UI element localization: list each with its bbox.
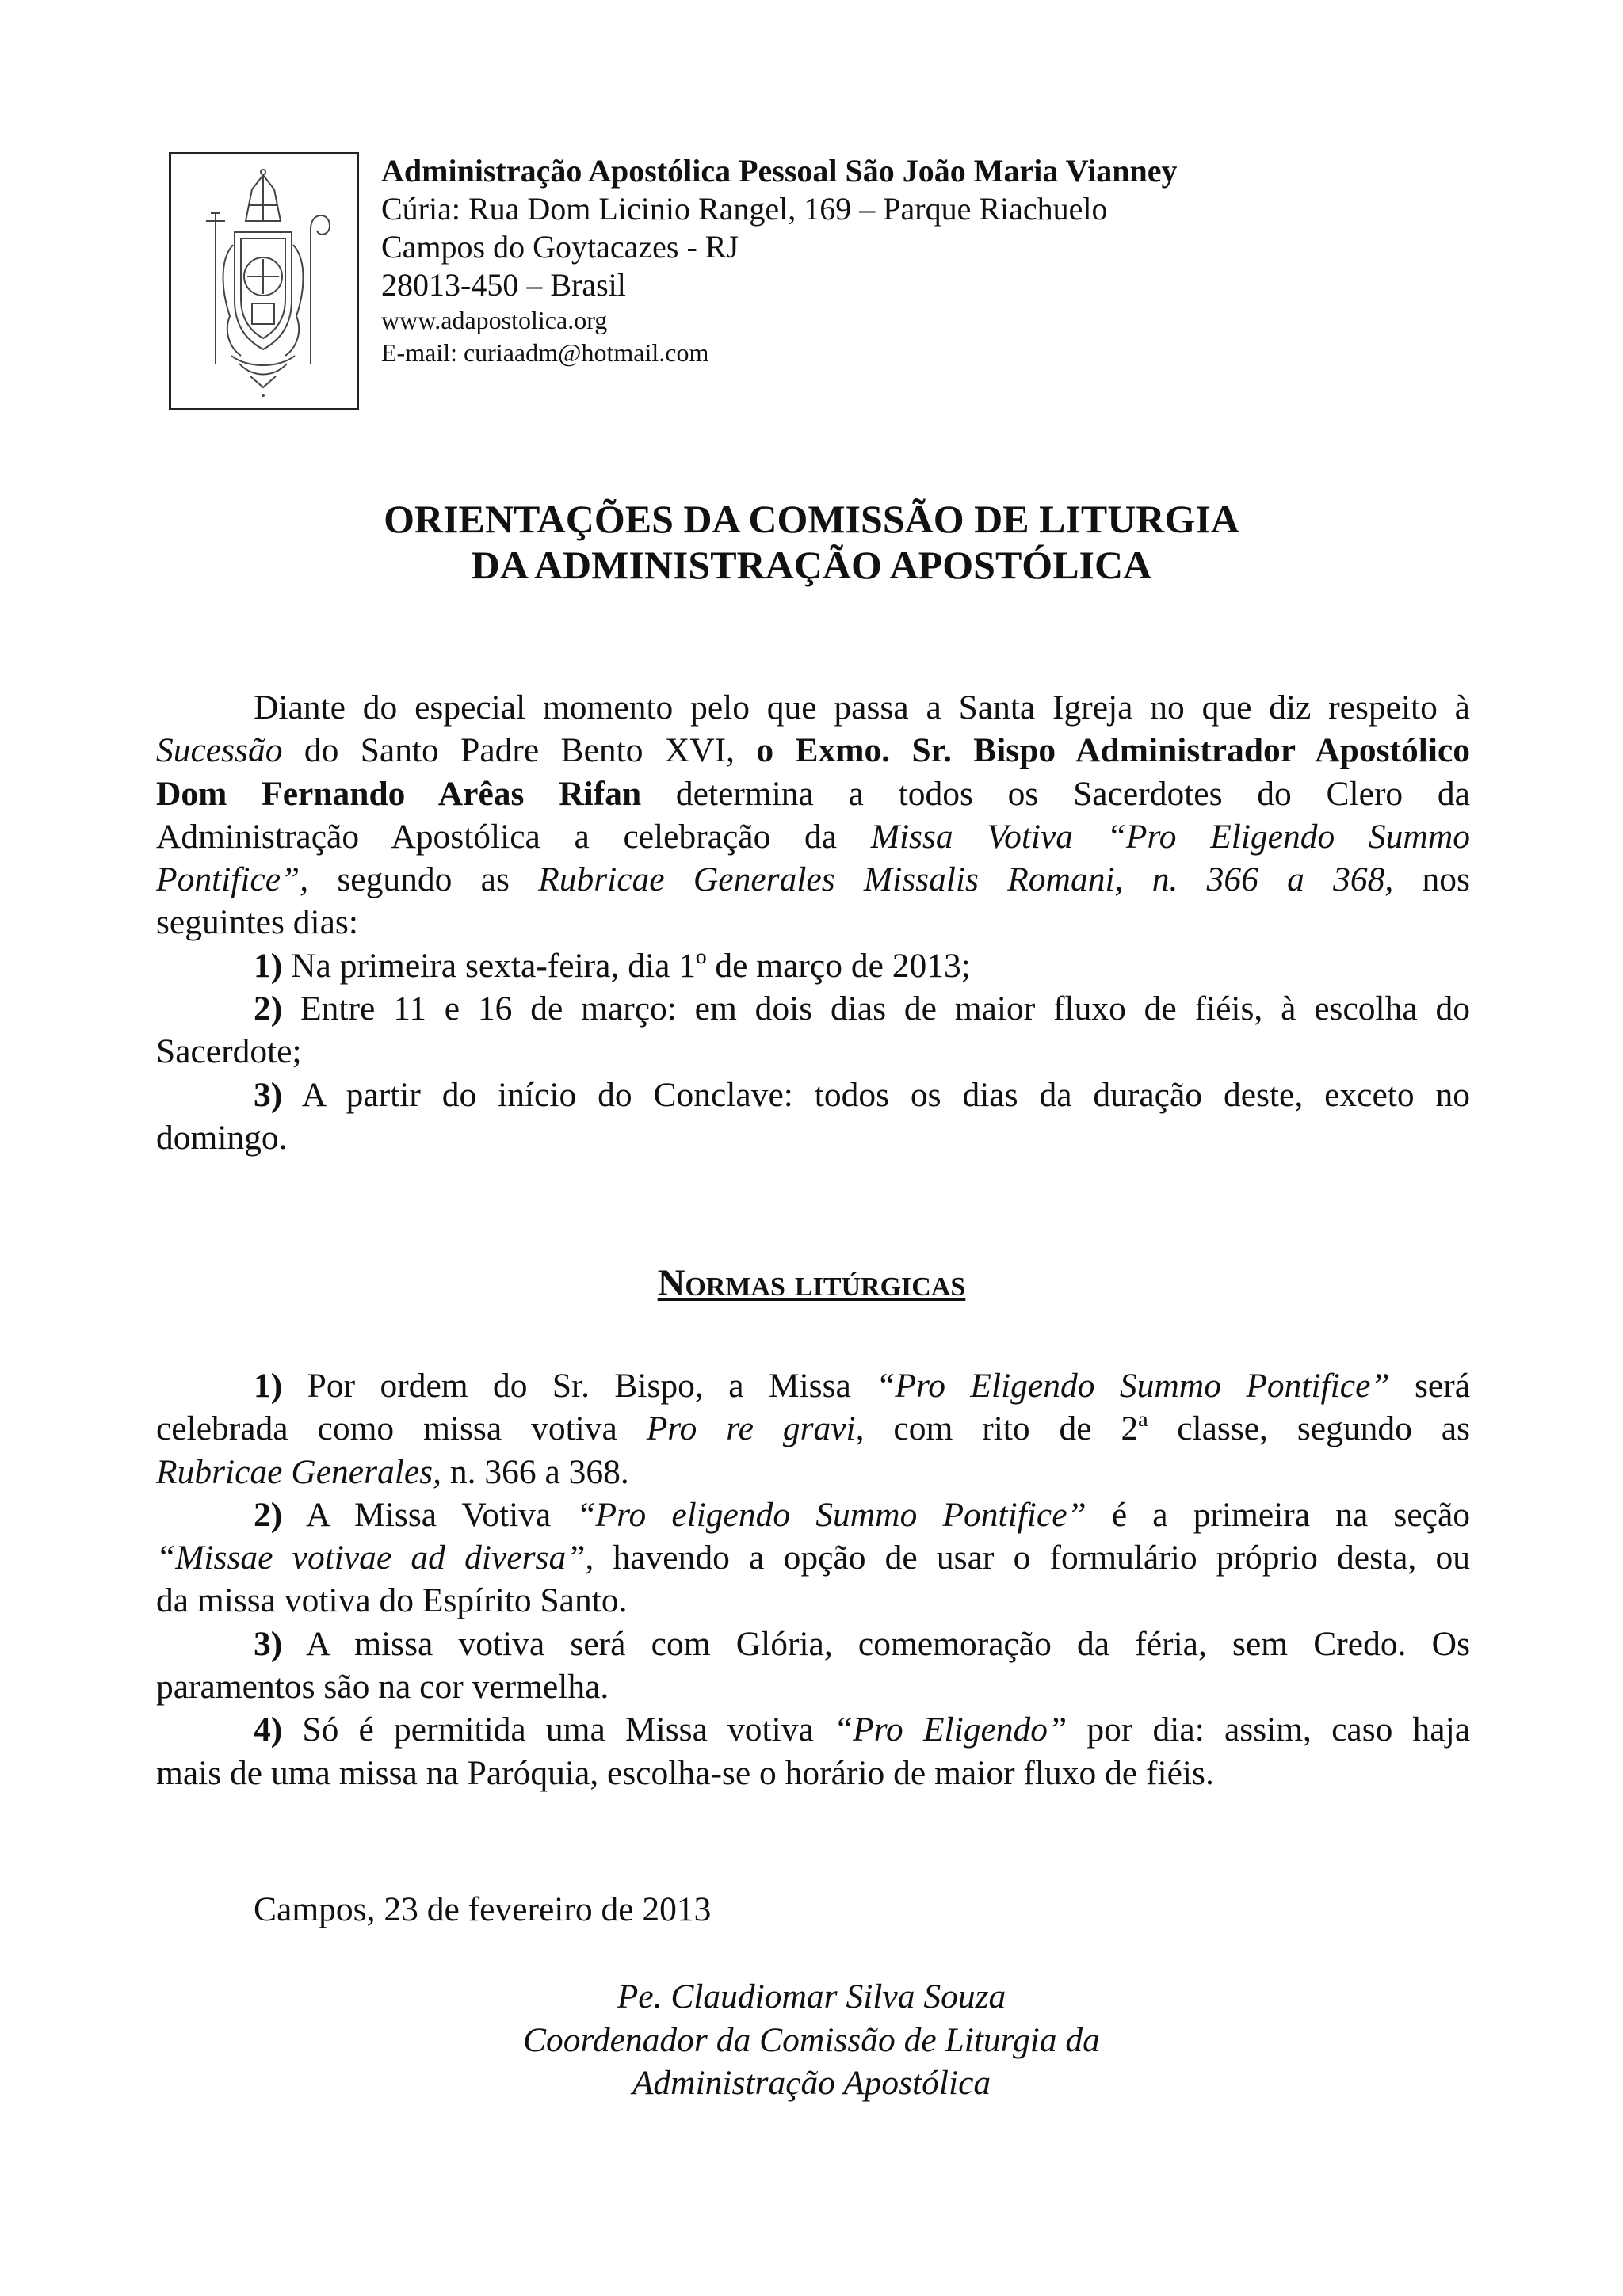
text-span: Dom Fernando Arêas Rifan — [156, 774, 642, 813]
email-link[interactable]: E-mail: curiaadm@hotmail.com — [381, 338, 709, 367]
norm-2 — [156, 1493, 1470, 1536]
text-span: Só é permitida uma Missa votiva — [282, 1711, 834, 1749]
text-span: Entre 11 e 16 de março: em dois dias de maior fluxo de fiéis, à escolha do — [282, 990, 1470, 1028]
text-span: Administração Apostólica a celebração da — [156, 817, 871, 856]
item-number: 4) — [254, 1711, 283, 1749]
norm-1 — [156, 1364, 1470, 1407]
text-span: havendo a opção de usar o formulário próprio desta, ou — [594, 1539, 1470, 1577]
norm-3 — [156, 1623, 1470, 1665]
text-span: segundo as — [308, 860, 539, 899]
intro-line — [156, 686, 1470, 729]
text-span: celebrada como missa votiva — [156, 1409, 647, 1448]
address-line: Cúria: Rua Dom Licinio Rangel, 169 – Parque Riachuelo — [381, 191, 1108, 227]
crest-frame — [169, 152, 359, 410]
text-span: é a primeira na seção — [1086, 1495, 1471, 1534]
text-span: do Santo Padre Bento XVI, — [282, 731, 757, 770]
section-title: Normas litúrgicas — [657, 1262, 966, 1304]
signatory-role: Administração Apostólica — [632, 2064, 991, 2102]
intro-line — [156, 815, 1470, 858]
organization-name: Administração Apostólica Pessoal São João Maria Vianney — [381, 153, 1178, 189]
text-span: “Pro Eligendo Summo Pontifice” — [876, 1367, 1390, 1405]
date-item-2-cont: Sacerdote; — [156, 1032, 302, 1071]
text-span: nos — [1393, 860, 1470, 899]
website-link[interactable]: www.adapostolica.org — [381, 306, 608, 334]
norm-4-line: mais de uma missa na Paróquia, escolha-se o horário de maior fluxo de fiéis. — [156, 1753, 1214, 1792]
norms-list — [156, 1364, 1470, 1794]
document-date: Campos, 23 de fevereiro de 2013 — [254, 1890, 712, 1928]
date-item-3-cont: domingo. — [156, 1118, 288, 1157]
date-item-2 — [156, 987, 1470, 1030]
text-span: “Missae votivae ad diversa”, — [156, 1539, 594, 1577]
norm-2-line: da missa votiva do Espírito Santo. — [156, 1581, 628, 1620]
text-span: “Pro eligendo Summo Pontifice” — [576, 1495, 1086, 1534]
item-number: 1) — [254, 946, 283, 985]
intro-line — [156, 858, 1470, 901]
text-span: determina a todos os Sacerdotes do Clero da — [641, 774, 1470, 813]
text-span: Na primeira sexta-feira, dia 1º de março de 2013; — [282, 946, 971, 985]
text-span: Pontifice”, — [156, 860, 309, 899]
text-span: Diante do especial momento pelo que passa a Santa Igreja no que diz respeito à — [254, 688, 1470, 727]
episcopal-coat-of-arms-icon — [184, 166, 342, 400]
signature-block — [0, 1975, 1623, 2105]
postal-line: 28013-450 – Brasil — [381, 267, 626, 303]
text-span: A partir do início do Conclave: todos os dias da duração deste, exceto no — [282, 1075, 1470, 1114]
letterhead — [169, 152, 1278, 414]
text-span: A Missa Votiva — [282, 1495, 577, 1534]
date-item-3 — [156, 1074, 1470, 1116]
text-span: o Exmo. Sr. Bispo Administrador Apostólico — [756, 731, 1470, 770]
text-span: A missa votiva será com Glória, comemoração da féria, sem Credo. Os — [282, 1624, 1470, 1663]
title-line-2: DA ADMINISTRAÇÃO APOSTÓLICA — [471, 543, 1152, 587]
item-number: 3) — [254, 1075, 283, 1114]
item-number: 1) — [254, 1367, 283, 1405]
text-span: Rubricae Generales, — [156, 1452, 441, 1491]
norm-1-line — [156, 1407, 1470, 1450]
text-span: “Pro Eligendo” — [833, 1711, 1067, 1749]
norm-2-line — [156, 1536, 1470, 1579]
text-span: Pro re gravi, — [646, 1409, 865, 1448]
text-span: Sucessão — [156, 731, 283, 770]
text-span: com rito de 2ª classe, segundo as — [864, 1409, 1470, 1448]
item-number: 2) — [254, 1495, 283, 1534]
title-line-1: ORIENTAÇÕES DA COMISSÃO DE LITURGIA — [384, 497, 1239, 541]
document-title — [0, 496, 1623, 588]
item-number: 3) — [254, 1624, 283, 1663]
text-span: n. 366 a 368. — [441, 1452, 629, 1491]
intro-paragraph — [156, 686, 1470, 1159]
text-span: será — [1389, 1367, 1470, 1405]
text-span: por dia: assim, caso haja — [1067, 1711, 1471, 1749]
text-span: Rubricae Generales Missalis Romani, n. 366 a 368, — [538, 860, 1394, 899]
norm-4 — [156, 1708, 1470, 1751]
intro-line — [156, 729, 1470, 772]
text-span: Missa Votiva “Pro Eligendo Summo — [870, 817, 1470, 856]
norm-3-line: paramentos são na cor vermelha. — [156, 1668, 609, 1707]
city-line: Campos do Goytacazes - RJ — [381, 229, 739, 265]
intro-line — [156, 772, 1470, 815]
norm-1-line — [156, 1451, 1470, 1493]
signatory-name: Pe. Claudiomar Silva Souza — [617, 1978, 1006, 2016]
text-span: Por ordem do Sr. Bispo, a Missa — [282, 1367, 876, 1405]
signatory-role: Coordenador da Comissão de Liturgia da — [523, 2020, 1100, 2059]
date-item-1 — [156, 944, 1470, 987]
item-number: 2) — [254, 990, 283, 1028]
letterhead-text — [381, 152, 1293, 369]
intro-line: seguintes dias: — [156, 903, 358, 942]
